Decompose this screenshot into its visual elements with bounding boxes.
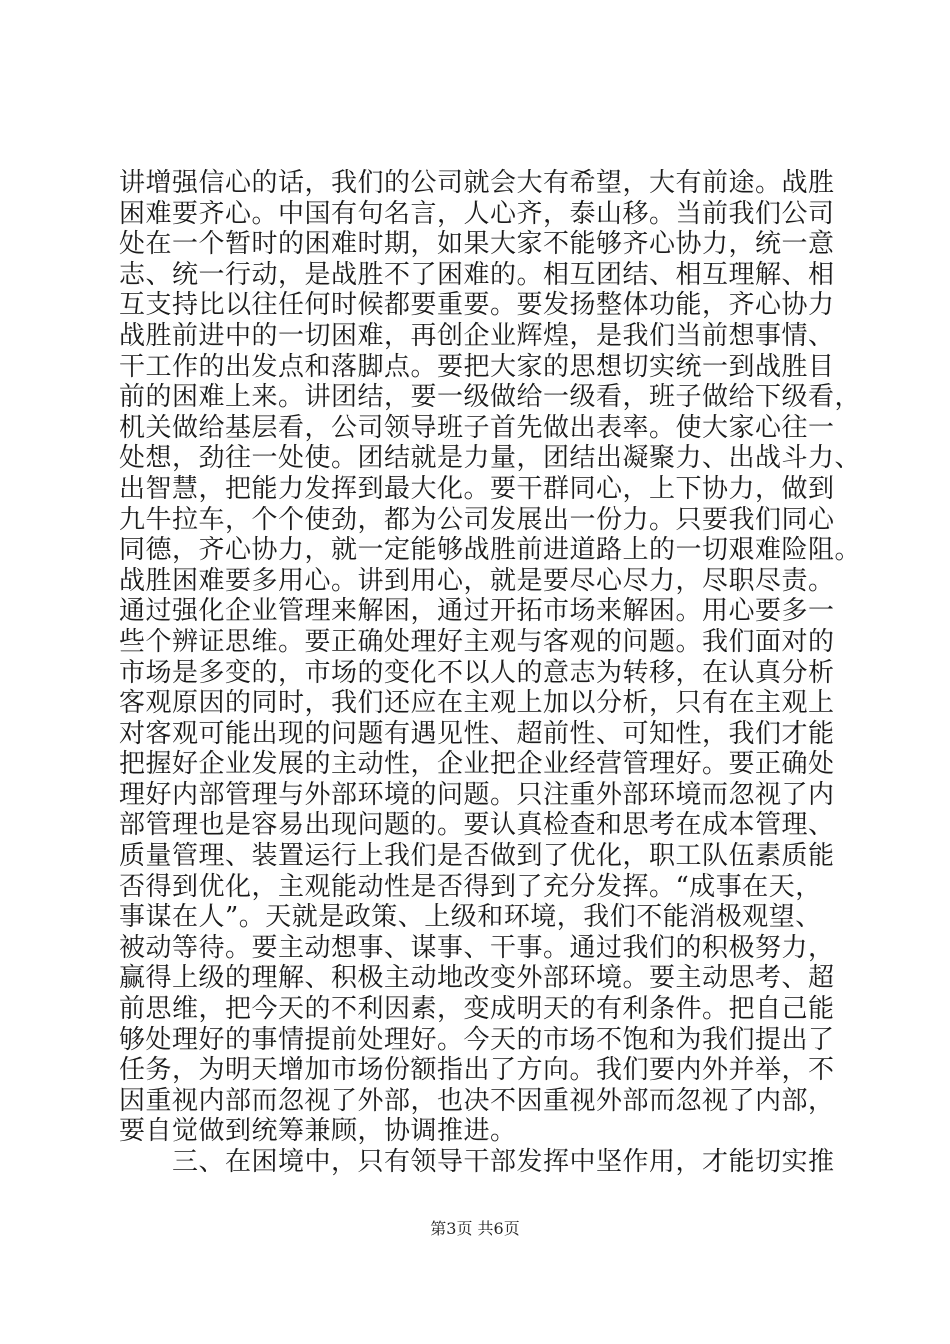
text-line: 困难要齐心。中国有句名言，人心齐，泰山移。当前我们公司 (119, 198, 835, 229)
text-line: 前的困难上来。讲团结，要一级做给一级看，班子做给下级看， (119, 382, 862, 413)
text-line: 三、在困境中，只有领导干部发挥中坚作用，才能切实推 (119, 1147, 835, 1177)
text-line: 机关做给基层看，公司领导班子首先做出表率。使大家心往一 (119, 412, 835, 443)
text-line: 同德，齐心协力，就一定能够战胜前进道路上的一切艰难险阻。 (119, 535, 862, 566)
body-text (119, 168, 862, 1178)
text-line: 些个辨证思维。要正确处理好主观与客观的问题。我们面对的 (119, 626, 835, 657)
text-line: 志、统一行动，是战胜不了困难的。相互团结、相互理解、相 (119, 259, 835, 290)
text-line: 对客观可能出现的问题有遇见性、超前性、可知性，我们才能 (119, 718, 835, 749)
text-line: 质量管理、装置运行上我们是否做到了优化，职工队伍素质能 (119, 841, 835, 872)
text-line: 前思维，把今天的不利因素，变成明天的有利条件。把自己能 (119, 994, 835, 1025)
text-line: 客观原因的同时，我们还应在主观上加以分析，只有在主观上 (119, 688, 835, 719)
text-line: 战胜前进中的一切困难，再创企业辉煌，是我们当前想事情、 (119, 320, 835, 351)
text-line: 部管理也是容易出现问题的。要认真检查和思考在成本管理、 (119, 810, 835, 841)
text-line: 出智慧，把能力发挥到最大化。要干群同心，上下协力，做到 (119, 473, 835, 504)
text-line: 互支持比以往任何时候都要重要。要发扬整体功能，齐心协力 (119, 290, 835, 321)
text-line: 因重视内部而忽视了外部，也决不因重视外部而忽视了内部， (119, 1085, 835, 1116)
text-line: 通过强化企业管理来解困，通过开拓市场来解困。用心要多一 (119, 596, 835, 627)
page-number-footer: 第3页 共6页 (430, 1219, 520, 1238)
text-line: 赢得上级的理解、积极主动地改变外部环境。要主动思考、超 (119, 963, 835, 994)
text-line: 干工作的出发点和落脚点。要把大家的思想切实统一到战胜目 (119, 351, 835, 382)
text-line: 九牛拉车，个个使劲，都为公司发展出一份力。只要我们同心 (119, 504, 835, 535)
text-line: 战胜困难要多用心。讲到用心，就是要尽心尽力，尽职尽责。 (119, 565, 835, 596)
text-line: 讲增强信心的话，我们的公司就会大有希望，大有前途。战胜 (119, 168, 835, 198)
text-line: 任务，为明天增加市场份额指出了方向。我们要内外并举，不 (119, 1055, 835, 1086)
text-line: 否得到优化，主观能动性是否得到了充分发挥。“成事在天， (119, 871, 822, 902)
text-line: 处想，劲往一处使。团结就是力量，团结出凝聚力、出战斗力、 (119, 443, 862, 474)
text-line: 把握好企业发展的主动性，企业把企业经营管理好。要正确处 (119, 749, 835, 780)
text-line: 理好内部管理与外部环境的问题。只注重外部环境而忽视了内 (119, 779, 835, 810)
text-line: 被动等待。要主动想事、谋事、干事。通过我们的积极努力， (119, 932, 835, 963)
text-line: 要自觉做到统筹兼顾，协调推进。 (119, 1116, 517, 1147)
text-line: 市场是多变的，市场的变化不以人的意志为转移，在认真分析 (119, 657, 835, 688)
text-line: 处在一个暂时的困难时期，如果大家不能够齐心协力，统一意 (119, 229, 835, 260)
text-line: 够处理好的事情提前处理好。今天的市场不饱和为我们提出了 (119, 1024, 835, 1055)
text-line: 事谋在人”。天就是政策、上级和环境，我们不能消极观望、 (119, 902, 822, 933)
